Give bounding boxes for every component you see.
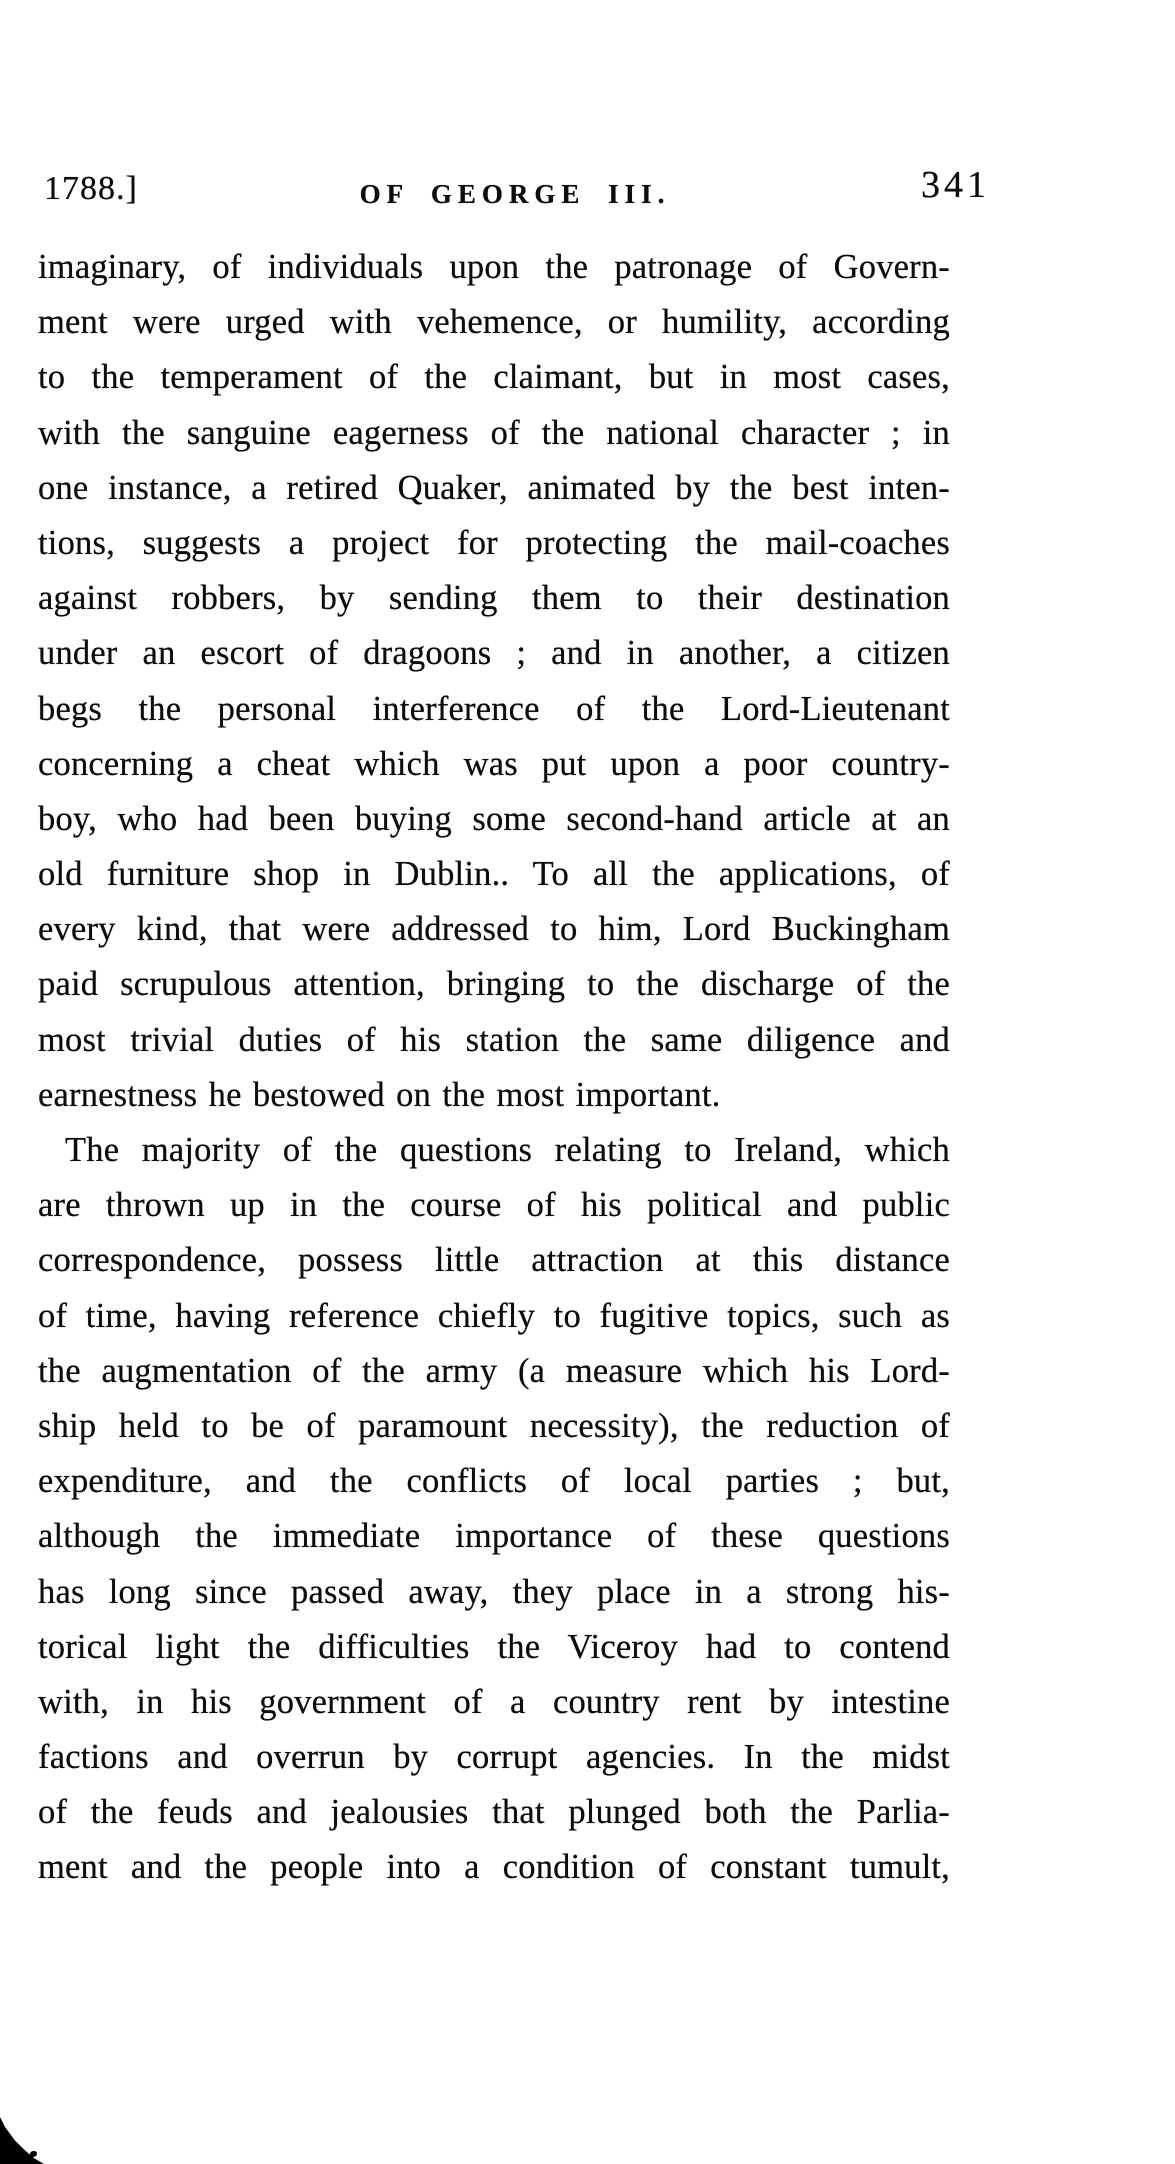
text-line: are thrown up in the course of his political and public: [38, 1186, 950, 1225]
text-line: torical light the difficulties the Viceroy had to contend: [38, 1627, 950, 1666]
text-line: one instance, a retired Quaker, animated by the best inten-: [38, 468, 950, 507]
header-year-label: 1788.]: [44, 170, 138, 207]
text-line: boy, who had been buying some second-hand article at an: [38, 799, 950, 838]
text-line: tions, suggests a project for protecting the mail-coaches: [38, 523, 950, 562]
text-line: has long since passed away, they place in a strong his-: [38, 1572, 950, 1611]
scan-artifact-speck: [30, 2151, 37, 2157]
text-line: imaginary, of individuals upon the patronage of Govern-: [38, 248, 950, 286]
text-line: old furniture shop in Dublin.. To all the applications, of: [38, 855, 950, 894]
text-line: expenditure, and the conflicts of local parties ; but,: [38, 1462, 950, 1501]
text-line: correspondence, possess little attraction at this distance: [38, 1241, 950, 1280]
text-line: against robbers, by sending them to their destination: [38, 579, 950, 618]
text-line: under an escort of dragoons ; and in another, a citizen: [38, 634, 950, 673]
scan-artifact-blot: [0, 2117, 44, 2164]
text-line: of the feuds and jealousies that plunged both the Parlia-: [38, 1793, 950, 1832]
text-line: with, in his government of a country rent by intestine: [38, 1682, 950, 1721]
text-line: paid scrupulous attention, bringing to the discharge of the: [38, 965, 950, 1004]
text-line: of time, having reference chiefly to fugitive topics, such as: [38, 1296, 950, 1335]
text-line: every kind, that were addressed to him, Lord Buckingham: [38, 910, 950, 949]
text-line: factions and overrun by corrupt agencies. In the midst: [38, 1738, 950, 1777]
header-running-title: OF GEORGE III.: [359, 179, 671, 209]
header-page-number: 341: [921, 164, 990, 206]
text-line: concerning a cheat which was put upon a poor country-: [38, 744, 950, 783]
text-line: ship held to be of paramount necessity), the reduction of: [38, 1406, 950, 1445]
text-line: most trivial duties of his station the same diligence and: [38, 1020, 950, 1059]
text-line: to the temperament of the claimant, but in most cases,: [38, 358, 950, 397]
text-line: ment and the people into a condition of constant tumult,: [38, 1848, 950, 1887]
page-body-text: [38, 240, 950, 1896]
text-line: with the sanguine eagerness of the national character ; in: [38, 413, 950, 452]
text-line: although the immediate importance of these questions: [38, 1517, 950, 1556]
text-line: begs the personal interference of the Lord-Lieutenant: [38, 689, 950, 728]
text-line: the augmentation of the army (a measure which his Lord-: [38, 1351, 950, 1390]
text-line: ment were urged with vehemence, or humility, according: [38, 303, 950, 342]
text-line: The majority of the questions relating to Ireland, which: [65, 1131, 950, 1169]
text-line: earnestness he bestowed on the most important.: [38, 1075, 721, 1114]
